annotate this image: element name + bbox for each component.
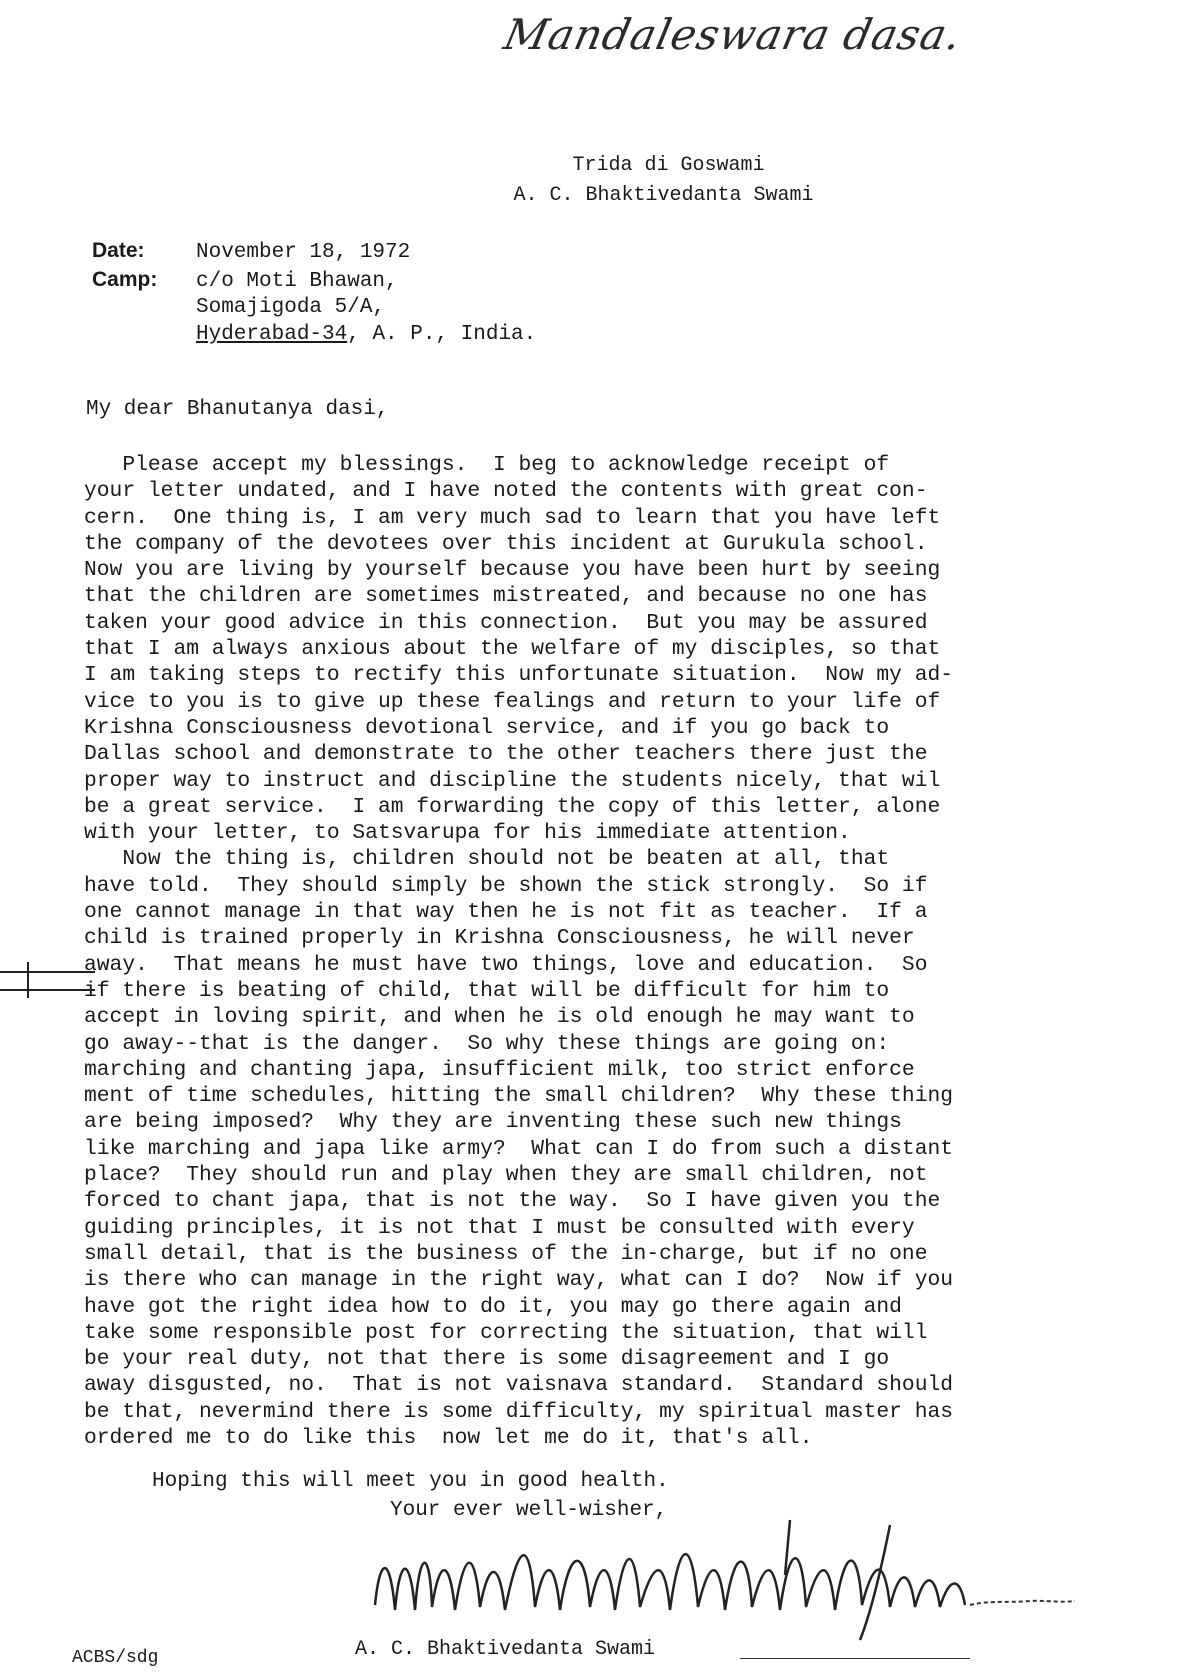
signature-icon <box>370 1515 1090 1645</box>
body-line: that the children are sometimes mistreated, and because no one has <box>84 584 928 609</box>
body-line: guiding principles, it is not that I must be consulted with every <box>84 1215 915 1240</box>
body-line: cern. One thing is, I am very much sad to learn that you have left <box>84 505 941 530</box>
body-line: proper way to instruct and discipline the students nicely, that wil <box>84 768 941 793</box>
body-line: Now the thing is, children should not be beaten at all, that <box>84 847 890 872</box>
body-line: be a great service. I am forwarding the copy of this letter, alone <box>84 794 941 819</box>
body-line: be your real duty, not that there is some disagreement and I go <box>84 1347 890 1372</box>
signature-line <box>740 1658 970 1659</box>
body-line: like marching and japa like army? What can I do from such a distant <box>84 1136 954 1161</box>
closing-valediction: Your ever well-wisher, <box>390 1499 668 1522</box>
body-line: one cannot manage in that way then he is not fit as teacher. If a <box>84 900 928 925</box>
body-line: if there is beating of child, that will be difficult for him to <box>84 978 890 1003</box>
body-line: small detail, that is the business of the in-charge, but if no one <box>84 1241 928 1266</box>
body-line: go away--that is the danger. So why these things are going on: <box>84 1031 890 1056</box>
salutation: My dear Bhanutanya dasi, <box>86 398 389 421</box>
body-line: Now you are living by yourself because you have been hurt by seeing <box>84 558 941 583</box>
body-line: accept in loving spirit, and when he is old enough he may want to <box>84 1005 915 1030</box>
body-line: take some responsible post for correcting the situation, that will <box>84 1320 928 1345</box>
body-line: have got the right idea how to do it, you may go there again and <box>84 1294 902 1319</box>
closing-line: Hoping this will meet you in good health. <box>152 1470 669 1493</box>
camp-line-1: c/o Moti Bhawan, <box>196 269 398 293</box>
body-line: child is trained properly in Krishna Consciousness, he will never <box>84 926 915 951</box>
margin-mark-icon <box>0 960 100 1000</box>
body-line: taken your good advice in this connection. But you may be assured <box>84 610 928 635</box>
handwritten-note: Mandaleswara dasa. <box>499 10 967 59</box>
date-value: November 18, 1972 <box>196 241 411 264</box>
body-line: ordered me to do like this now let me do it, that's all. <box>84 1425 813 1450</box>
letterhead-title: Trida di Goswami <box>572 154 765 177</box>
body-line: I am taking steps to rectify this unfortunate situation. Now my ad- <box>84 663 954 688</box>
body-line: Dallas school and demonstrate to the other teachers there just the <box>84 742 928 767</box>
reference-initials: ACBS/sdg <box>72 1648 159 1668</box>
signature-name: A. C. Bhaktivedanta Swami <box>355 1638 656 1661</box>
body-line: with your letter, to Satsvarupa for his immediate attention. <box>84 821 851 846</box>
date-label: Date: <box>92 239 145 262</box>
camp-label: Camp: <box>92 267 158 291</box>
body-line: have told. They should simply be shown the stick strongly. So if <box>84 873 928 898</box>
body-line: ment of time schedules, hitting the small children? Why these thing <box>84 1084 954 1109</box>
body-line: your letter undated, and I have noted the contents with great con- <box>84 479 928 504</box>
body-line: be that, nevermind there is some difficulty, my spiritual master has <box>84 1399 954 1424</box>
camp-city: Hyderabad-34 <box>196 322 348 346</box>
body-line: place? They should run and play when they are small children, not <box>84 1163 928 1188</box>
camp-line-2: Somajigoda 5/A, <box>196 296 386 319</box>
body-line: away. That means he must have two things, love and education. So <box>84 952 928 977</box>
body-line: is there who can manage in the right way, what can I do? Now if you <box>84 1268 954 1293</box>
body-line: are being imposed? Why they are inventing these such new things <box>84 1110 902 1135</box>
body-line: Please accept my blessings. I beg to acknowledge receipt of <box>84 453 890 477</box>
camp-line-3: , A. P., India. <box>347 322 537 346</box>
body-line: that I am always anxious about the welfare of my disciples, so that <box>84 637 941 662</box>
body-line: vice to you is to give up these fealings and return to your life of <box>84 689 941 714</box>
letterhead-name: A. C. Bhaktivedanta Swami <box>513 184 814 207</box>
body-line: Krishna Consciousness devotional service, and if you go back to <box>84 715 890 740</box>
body-line: away disgusted, no. That is not vaisnava standard. Standard should <box>84 1373 954 1398</box>
body-line: forced to chant japa, that is not the way. So I have given you the <box>84 1189 941 1214</box>
letter-meta <box>92 238 536 348</box>
body-line: marching and chanting japa, insufficient milk, too strict enforce <box>84 1057 915 1082</box>
letter-body <box>84 452 1174 1451</box>
body-line: the company of the devotees over this incident at Gurukula school. <box>84 531 928 556</box>
